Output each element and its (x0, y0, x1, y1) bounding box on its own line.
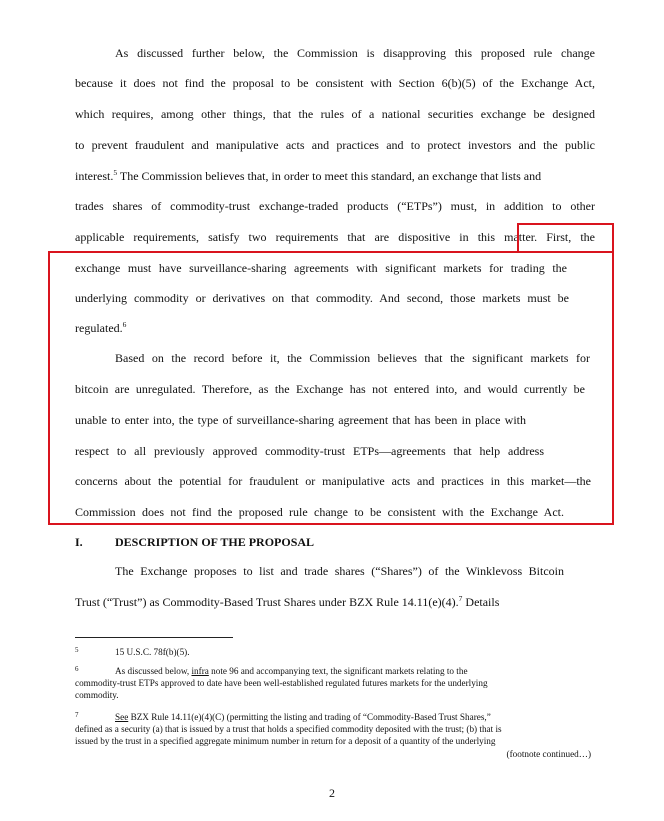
paragraph-line (75, 594, 595, 610)
text-fragment: interest. (75, 169, 114, 183)
section-title: DESCRIPTION OF THE PROPOSAL (115, 535, 315, 549)
paragraph-line: to prevent fraudulent and manipulative acts and practices and to protect investors and the public (75, 138, 595, 152)
paragraph-line: bitcoin are unregulated. Therefore, as the Exchange has not entered into, and would currently be (75, 382, 585, 396)
footnote-separator (75, 637, 233, 638)
text-fragment: Trust (“Trust”) as Commodity-Based Trust Shares under BZX Rule 14.11(e)(4). (75, 595, 459, 609)
paragraph-line: Commission does not find the proposed rule change to be consistent with the Exchange Act. (75, 505, 564, 519)
text-fragment: BZX Rule 14.11(e)(4)(C) (permitting the listing and trading of “Commodity-Based Trust Shares,” (128, 712, 491, 722)
footnote-number: 7 (75, 711, 79, 719)
paragraph-line: applicable requirements, satisfy two requirements that are dispositive in this matter. First, the (75, 230, 595, 244)
infra-link[interactable]: infra (191, 666, 209, 676)
paragraph-line: respect to all previously approved commodity-trust ETPs—agreements that help address (75, 444, 544, 458)
paragraph-line: The Exchange proposes to list and trade shares (“Shares”) of the Winklevoss Bitcoin (115, 564, 564, 578)
footnote-text (115, 712, 591, 723)
footnote-ref-6[interactable]: 6 (122, 320, 127, 329)
text-fragment: regulated. (75, 321, 123, 335)
text-fragment: Details (462, 595, 500, 609)
paragraph-line: exchange must have surveillance-sharing agreements with significant markets for trading the (75, 261, 567, 275)
highlight-box-main (48, 251, 614, 525)
highlight-box-left-top (48, 251, 519, 253)
section-number: I. (75, 535, 83, 549)
text-fragment: The Commission believes that, in order to meet this standard, an exchange that lists and (117, 169, 542, 183)
see-link[interactable]: See (115, 712, 129, 722)
paragraph-line: because it does not find the proposal to be consistent with Section 6(b)(5) of the Exchange Act, (75, 76, 595, 90)
footnote-text: commodity-trust ETPs approved to date have been well-established regulated futures markets for the underlying (75, 678, 488, 688)
paragraph-line: which requires, among other things, that the rules of a national securities exchange be designed (75, 107, 595, 121)
footnote-ref-5[interactable]: 5 (113, 168, 118, 177)
footnote-text (115, 666, 591, 677)
footnote-number: 6 (75, 665, 79, 673)
footnote-ref-7[interactable]: 7 (458, 594, 463, 603)
footnote-text: commodity. (75, 690, 119, 700)
paragraph-line: unable to enter into, the type of surveillance-sharing agreement that has been in place with (75, 413, 526, 427)
text-fragment: As discussed below, (115, 666, 192, 676)
footnote-continued: (footnote continued…) (506, 749, 591, 759)
paragraph-line: As discussed further below, the Commission is disapproving this proposed rule change (115, 46, 595, 60)
paragraph-line (75, 168, 595, 184)
highlight-box-top (517, 223, 614, 253)
footnote-text: defined as a security (a) that is issued by a trust that holds a specified commodity deposited with the trust; (b) that is (75, 724, 502, 734)
paragraph-line: concerns about the potential for fraudulent or manipulative acts and practices in this market—the (75, 474, 591, 488)
paragraph-line: trades shares of commodity-trust exchange-traded products (“ETPs”) must, in addition to other (75, 199, 595, 213)
footnote-number: 5 (75, 646, 79, 654)
page-number: 2 (329, 786, 335, 800)
footnote-text: 15 U.S.C. 78f(b)(5). (115, 647, 190, 657)
text-fragment: note 96 and accompanying text, the significant markets relating to the (208, 666, 468, 676)
paragraph-line: Based on the record before it, the Commission believes that the significant markets for (115, 351, 590, 365)
paragraph-line: underlying commodity or derivatives on that commodity. And second, those markets must be (75, 291, 569, 305)
footnote-text: issued by the trust in a specified aggregate minimum number in return for a deposit of a quantity of the underlying (75, 736, 496, 746)
